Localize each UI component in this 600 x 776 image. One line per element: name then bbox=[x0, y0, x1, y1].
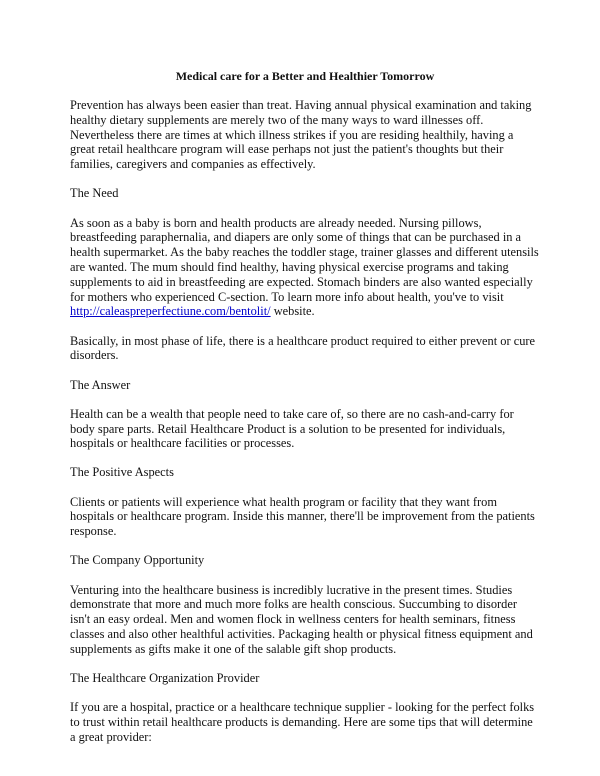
answer-paragraph: Health can be a wealth that people need to take care of, so there are no cash-and-carry for body spare parts. Retail Healthcare Product is a solution to be presented for individuals, hospitals or healthcare facilities or processes. bbox=[70, 406, 514, 451]
need-paragraph-text: As soon as a baby is born and health products are already needed. Nursing pillows, breastfeeding paraphernalia, and diapers are only some of things that can be purchased in a health supermarket. As the baby reaches the toddler stage, trainer glasses and different utensils are wanted. The mum should find healthy, having physical exercise programs and taking supplements to aid in breastfeeding are expected. Stomach binders are also wanted especially for mothers who experienced C-section. To learn more info about health, you've to visit bbox=[70, 215, 539, 304]
need-paragraph bbox=[70, 216, 540, 320]
positive-paragraph: Clients or patients will experience what health program or facility that they want from hospitals or healthcare program. Inside this manner, there'll be improvement from the patients response. bbox=[70, 494, 535, 539]
section-heading-opportunity: The Company Opportunity bbox=[70, 553, 205, 568]
bentolit-link[interactable]: http://caleaspreperfectiune.com/bentolit/ bbox=[70, 304, 271, 319]
document-title: Medical care for a Better and Healthier Tomorrow bbox=[175, 69, 435, 83]
section-heading-need: The Need bbox=[70, 186, 119, 201]
intro-paragraph: Prevention has always been easier than treat. Having annual physical examination and taking healthy dietary supplements are merely two of the many ways to ward illnesses off. Nevertheless there are times at which illness strikes if you are residing healthily, having a great retail healthcare program will ease perhaps not just the patient's thoughts but their families, caregivers and companies as effectively. bbox=[70, 98, 532, 172]
opportunity-paragraph: Venturing into the healthcare business is incredibly lucrative in the present times. Studies demonstrate that more and much more folks are health conscious. Succumbing to disorder isn't an easy ordeal. Men and women flock in wellness centers for health seminars, fitness classes and also other healthful activities. Packaging health or physical fitness equipment and supplements as gifts make it one of the salable gift shop products. bbox=[70, 582, 533, 656]
section-heading-answer: The Answer bbox=[70, 377, 131, 392]
provider-paragraph: If you are a hospital, practice or a healthcare technique supplier - looking for the perfect folks to trust within retail healthcare products is demanding. Here are some tips that will determine a great provider: bbox=[70, 700, 535, 744]
section-heading-positive: The Positive Aspects bbox=[70, 465, 174, 480]
need-paragraph-2: Basically, in most phase of life, there is a healthcare product required to either prevent or cure disorders. bbox=[70, 333, 536, 363]
need-paragraph-suffix: website. bbox=[270, 304, 315, 319]
section-heading-provider: The Healthcare Organization Provider bbox=[70, 671, 260, 686]
